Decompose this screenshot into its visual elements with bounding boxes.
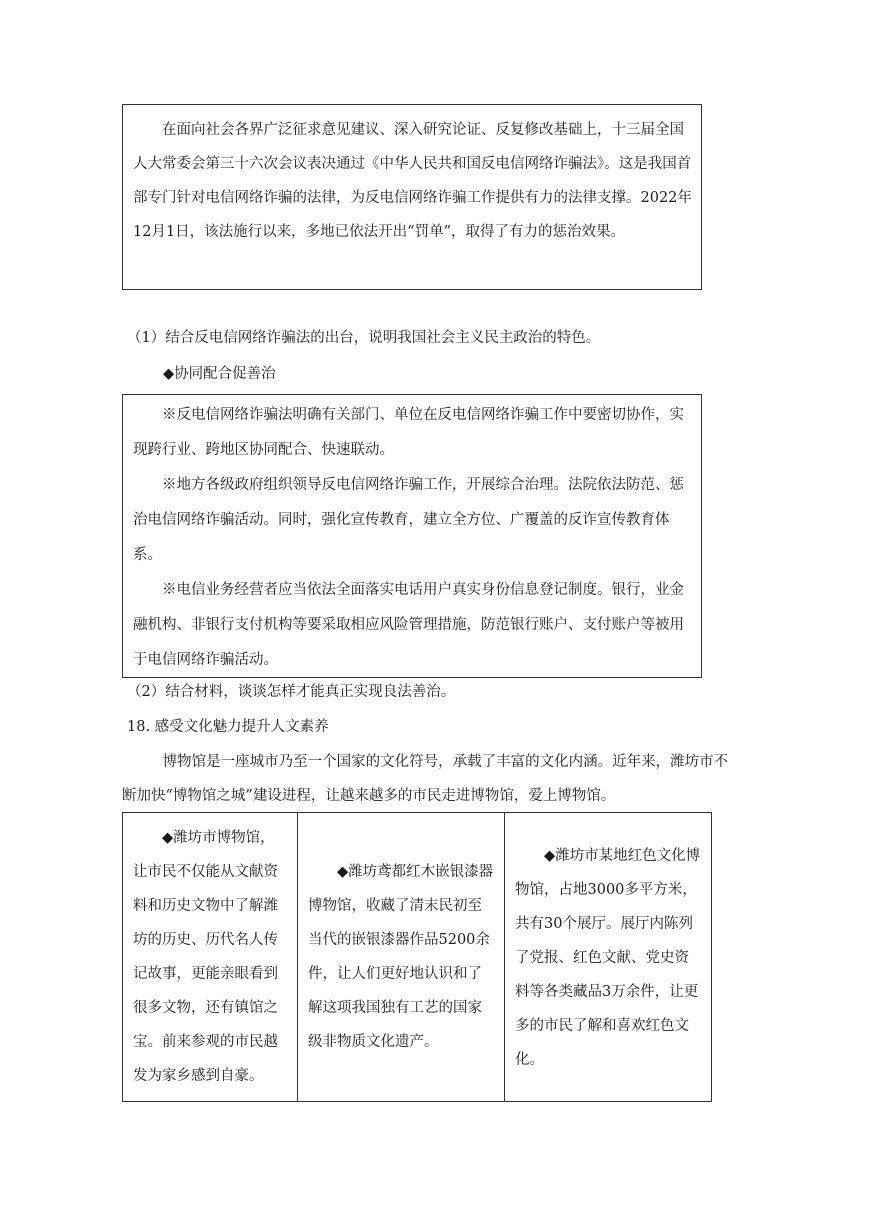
section-heading: ◆协同配合促善治 [163,366,276,382]
museum-intro: 博物馆是一座城市乃至一个国家的文化符号，承载了丰富的文化内涵。近年来，潍坊市不断加快“博物馆之城”建设进程，让越来越多的市民走进博物馆，爱上博物馆。 [122,754,729,804]
museum-cell-1: ◆潍坊市博物馆，让市民不仅能从文献资料和历史文物中了解潍坊的历史、历代名人传记故事，更能亲眼看到很多文物，还有镇馆之宝。前来参观的市民越发为家乡感到自豪。 [123,813,298,1102]
question-18-title: 18. 感受文化魅力提升人文素养 [127,719,329,735]
law-material-text: 在面向社会各界广泛征求意见建议、深入研究论证、反复修改基础上，十三届全国人大常委会第三十六次会议表决通过《中华人民共和国反电信网络诈骗法》。这是我国首部专门针对电信网络诈骗的法律，为反电信网络诈骗工作提供有力的法律支撑。2022年12月1日，该法施行以来，多地已依法开出“罚单”，取得了有力的惩治效果。 [133,122,692,240]
question-1: （1）结合反电信网络诈骗法的出台，说明我国社会主义民主政治的特色。 [127,330,601,346]
material-item: ※反电信网络诈骗法明确有关部门、单位在反电信网络诈骗工作中要密切协作，实现跨行业、跨地区协同配合、快速联动。 [133,407,684,458]
question-2: （2）结合材料，谈谈怎样才能真正实现良法善治。 [127,684,456,700]
museum-table [122,812,712,1102]
law-material-box [122,104,702,290]
museum-cell-2: ◆潍坊鸢都红木嵌银漆器博物馆，收藏了清末民初至当代的嵌银漆器作品5200余件，让人们更好地认识和了解这项我国独有工艺的国家级非物质文化遗产。 [298,813,505,1102]
cooperation-material-box [122,394,702,678]
table-row [123,813,712,1102]
material-item: ※电信业务经营者应当依法全面落实电话用户真实身份信息登记制度。银行，业金融机构、非银行支付机构等要采取相应风险管理措施，防范银行账户、支付账户等被用于电信网络诈骗活动。 [133,582,684,668]
material-item: ※地方各级政府组织领导反电信网络诈骗工作，开展综合治理。法院依法防范、惩治电信网络诈骗活动。同时，强化宣传教育，建立全方位、广覆盖的反诈宣传教育体系。 [133,477,684,563]
museum-cell-3: ◆潍坊市某地红色文化博物馆，占地3000多平方米，共有30个展厅。展厅内陈列了党报、红色文献、党史资料等各类藏品3万余件，让更多的市民了解和喜欢红色文化。 [505,813,712,1102]
